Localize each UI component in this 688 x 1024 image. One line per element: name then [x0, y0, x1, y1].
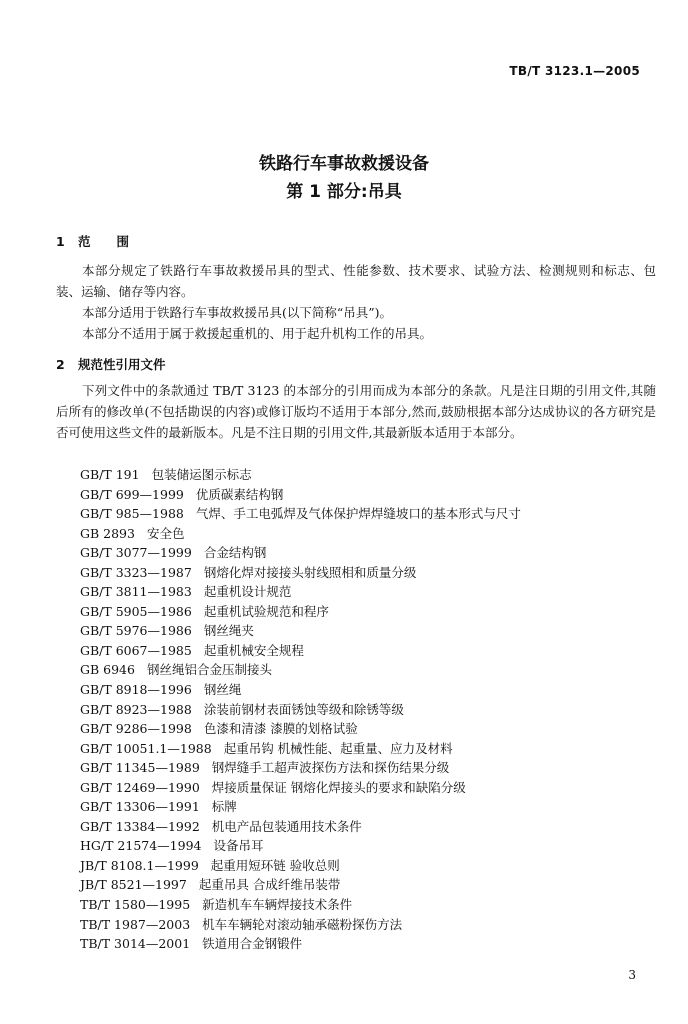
reference-item [80, 758, 521, 778]
reference-title: 铁道用合金钢锻件 [202, 936, 303, 952]
reference-list [80, 465, 521, 954]
reference-title: 机车车辆轮对滚动轴承磁粉探伤方法 [202, 916, 403, 932]
reference-title: 钢焊缝手工超声波探伤方法和探伤结果分级 [211, 760, 450, 776]
reference-item [80, 485, 521, 505]
section-1-paragraph-1: 本部分规定了铁路行车事故救援吊具的型式、性能参数、技术要求、试验方法、检测规则和标志、包装、运输、储存等内容。 [56, 263, 656, 299]
reference-title: 包装储运图示标志 [151, 467, 252, 482]
title-line-2: 第 1 部分:吊具 [286, 182, 402, 202]
reference-code: GB/T 985—1988 [80, 506, 184, 522]
reference-code: TB/T 1987—2003 [80, 916, 191, 932]
reference-code: GB/T 8918—1996 [80, 682, 192, 698]
reference-title: 机电产品包装通用技术条件 [211, 818, 362, 834]
reference-title: 起重用短环链 验收总则 [210, 857, 340, 873]
reference-item [80, 817, 521, 837]
reference-code: GB/T 5976—1986 [80, 623, 192, 639]
reference-item [80, 934, 521, 954]
reference-code: GB/T 9286—1998 [80, 721, 192, 737]
section-1-heading [56, 232, 155, 250]
reference-title: 起重机械安全规程 [203, 642, 304, 658]
reference-item [80, 778, 521, 798]
reference-code: GB/T 191 [80, 467, 140, 482]
reference-item [80, 856, 521, 876]
reference-title: 安全色 [146, 525, 185, 541]
reference-title: 钢熔化焊对接接头射线照相和质量分级 [203, 564, 417, 580]
reference-item [80, 621, 521, 641]
reference-item [80, 524, 521, 544]
reference-item [80, 563, 521, 583]
reference-title: 标牌 [211, 799, 237, 815]
reference-item [80, 582, 521, 602]
reference-code: GB/T 3323—1987 [80, 564, 192, 580]
reference-title: 钢丝绳铝合金压制接头 [146, 662, 272, 678]
reference-item [80, 797, 521, 817]
reference-title: 起重吊具 合成纤维吊装带 [198, 877, 341, 893]
section-1-title: 范围 [78, 234, 156, 249]
reference-code: GB/T 699—1999 [80, 486, 184, 502]
reference-code: GB/T 5905—1986 [80, 603, 192, 619]
reference-item [80, 915, 521, 935]
reference-item [80, 504, 521, 524]
section-2-heading [56, 355, 166, 373]
reference-item [80, 895, 521, 915]
reference-code: JB/T 8521—1997 [80, 877, 187, 893]
reference-item [80, 602, 521, 622]
reference-code: TB/T 1580—1995 [80, 897, 191, 913]
reference-code: JB/T 8108.1—1999 [80, 857, 199, 873]
page-number: 3 [628, 968, 636, 982]
reference-title: 设备吊耳 [213, 838, 264, 854]
reference-code: GB 6946 [80, 662, 135, 678]
reference-code: GB/T 12469—1990 [80, 779, 200, 795]
reference-item [80, 543, 521, 563]
reference-code: GB/T 10051.1—1988 [80, 740, 212, 756]
section-2-number: 2 [56, 357, 65, 372]
reference-code: GB/T 8923—1988 [80, 701, 192, 717]
reference-code: GB/T 3077—1999 [80, 545, 192, 561]
reference-item [80, 465, 521, 485]
section-1-paragraph-3: 本部分不适用于属于救援起重机的、用于起升机构工作的吊具。 [82, 326, 433, 341]
reference-title: 焊接质量保证 钢熔化焊接头的要求和缺陷分级 [211, 779, 466, 795]
reference-code: HG/T 21574—1994 [80, 838, 202, 854]
reference-title: 起重吊钩 机械性能、起重量、应力及材料 [223, 740, 453, 756]
title-line-1: 铁路行车事故救援设备 [259, 154, 429, 174]
reference-title: 优质碳素结构钢 [195, 486, 284, 502]
reference-title: 起重机设计规范 [203, 584, 292, 600]
reference-title: 气焊、手工电弧焊及气体保护焊焊缝坡口的基本形式与尺寸 [195, 506, 521, 522]
reference-item [80, 739, 521, 759]
reference-code: GB/T 6067—1985 [80, 642, 192, 658]
reference-code: GB/T 11345—1989 [80, 760, 200, 776]
reference-code: GB/T 3811—1983 [80, 584, 192, 600]
reference-code: GB/T 13306—1991 [80, 799, 200, 815]
reference-item [80, 660, 521, 680]
reference-item [80, 836, 521, 856]
section-2-title: 规范性引用文件 [78, 357, 166, 372]
reference-title: 起重机试验规范和程序 [203, 603, 329, 619]
reference-code: GB/T 13384—1992 [80, 818, 200, 834]
reference-item [80, 680, 521, 700]
reference-code: TB/T 3014—2001 [80, 936, 191, 952]
reference-title: 涂装前钢材表面锈蚀等级和除锈等级 [203, 701, 404, 717]
reference-title: 色漆和清漆 漆膜的划格试验 [203, 721, 358, 737]
reference-item [80, 700, 521, 720]
reference-title: 钢丝绳夹 [203, 623, 254, 639]
section-1-number: 1 [56, 234, 65, 249]
reference-title: 新造机车车辆焊接技术条件 [202, 897, 353, 913]
standard-code: TB/T 3123.1—2005 [509, 64, 640, 78]
reference-item [80, 719, 521, 739]
reference-item [80, 641, 521, 661]
reference-title: 合金结构钢 [203, 545, 267, 561]
section-1-paragraph-2: 本部分适用于铁路行车事故救援吊具(以下简称“吊具”)。 [82, 305, 393, 320]
reference-title: 钢丝绳 [203, 682, 242, 698]
document-title [0, 150, 688, 206]
reference-code: GB 2893 [80, 525, 135, 541]
reference-item [80, 875, 521, 895]
section-2-intro: 下列文件中的条款通过 TB/T 3123 的本部分的引用而成为本部分的条款。凡是注日期的引用文件,其随后所有的修改单(不包括勘误的内容)或修订版均不适用于本部分,然而,鼓励根据本部分达成协议的各方研究是否可使用这些文件的最新版本。凡是不注日期的引用文件,其最新版本适用于本部分。 [56, 383, 656, 440]
